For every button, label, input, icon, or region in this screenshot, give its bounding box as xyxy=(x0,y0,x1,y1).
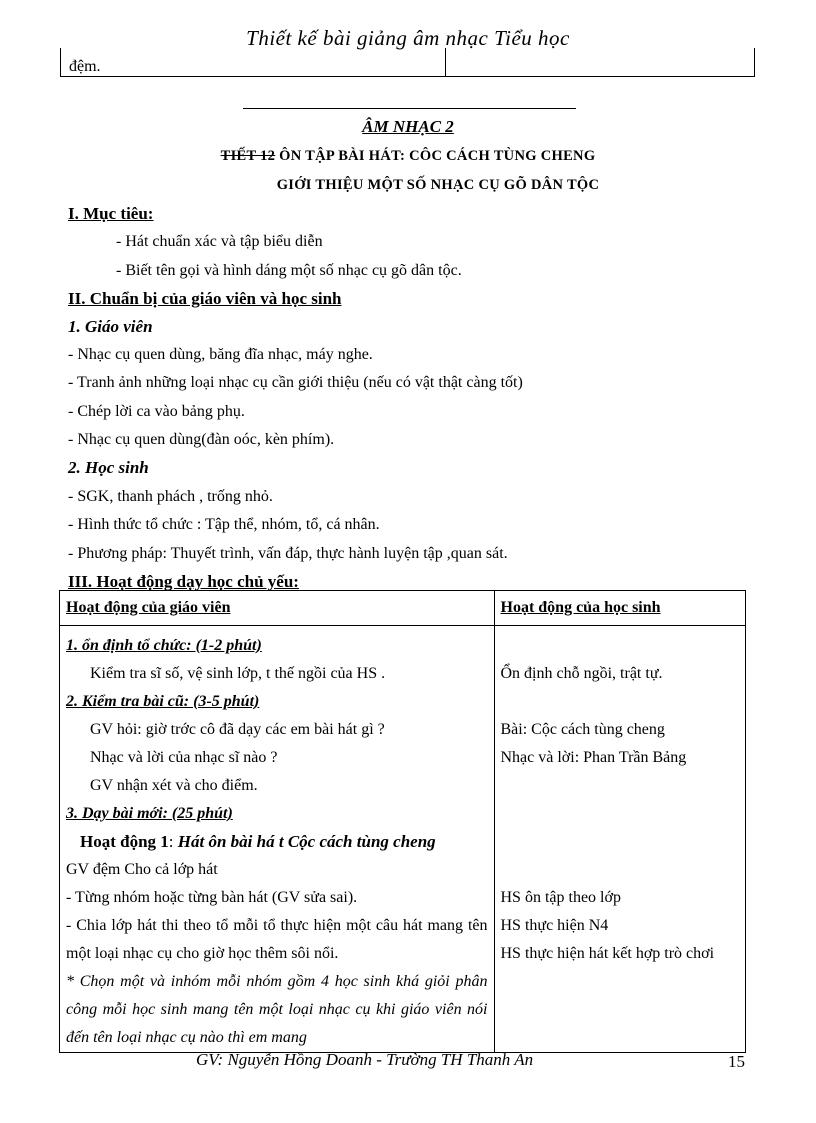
separator-line xyxy=(243,108,576,109)
table-continuation xyxy=(60,48,755,77)
teacher-line: - Từng nhóm hoặc từng bàn hát (GV sửa sai). xyxy=(66,889,358,906)
teacher-line: Kiểm tra sĩ số, vệ sinh lớp, t thế ngồi của HS . xyxy=(90,665,386,682)
teacher-line: GV hỏi: giờ trớc cô đã dạy các em bài hát gì ? xyxy=(90,721,385,738)
step-2-heading: 2. Kiểm tra bài cũ: (3-5 phút) xyxy=(66,693,260,710)
activity-1-title: Hát ôn bài há t Cộc cách tùng cheng xyxy=(177,832,436,851)
student-paragraph: HS thực hiện hát kết hợp trò chơi xyxy=(500,945,715,962)
teacher-item: - Nhạc cụ quen dùng(đàn oóc, kèn phím). xyxy=(68,431,335,448)
teacher-item: - Nhạc cụ quen dùng, băng đĩa nhạc, máy nghe. xyxy=(68,346,373,363)
student-item: - SGK, thanh phách , trống nhỏ. xyxy=(68,488,273,505)
continuation-text: đệm. xyxy=(69,58,101,75)
footer-author: GV: Nguyễn Hồng Doanh - Trường TH Thanh An xyxy=(196,1050,534,1069)
lesson-title-line2: GIỚI THIỆU MỘT SỐ NHẠC CỤ GÕ DÂN TỘC xyxy=(276,177,600,193)
objectives-heading: I. Mục tiêu: xyxy=(68,204,154,223)
page-number: 15 xyxy=(728,1052,745,1071)
step-1-heading: 1. ổn định tổ chức: (1-2 phút) xyxy=(66,637,262,654)
teacher-line: Nhạc và lời của nhạc sĩ nào ? xyxy=(90,749,278,766)
activities-table xyxy=(59,590,746,1053)
column-divider xyxy=(445,48,446,76)
step-3-heading: 3. Dạy bài mới: (25 phút) xyxy=(66,805,233,822)
activities-heading: III. Hoạt động dạy học chủ yếu: xyxy=(68,572,299,591)
lesson-title-text: ÔN TẬP BÀI HÁT: CÔC CÁCH TÙNG CHENG xyxy=(279,148,596,164)
teacher-activities xyxy=(60,626,495,1053)
student-line: Nhạc và lời: Phan Trần Bảng xyxy=(500,749,687,766)
subject-title: ÂM NHẠC 2 xyxy=(362,117,454,136)
teacher-paragraph: * Chọn một và inhóm mỗi nhóm gồm 4 học sinh khá giỏi phân công mỗi học sinh mang tên một loại nhạc cụ khi giáo viên nói đến tên loại nhạc cụ nào thì em mang xyxy=(66,973,488,1046)
student-line: HS thực hiện N4 xyxy=(500,917,609,934)
teacher-line: GV nhận xét và cho điểm. xyxy=(90,777,258,794)
table-row xyxy=(60,626,746,1053)
teacher-heading: 1. Giáo viên xyxy=(68,317,153,336)
teacher-paragraph: - Chia lớp hát thi theo tổ mỗi tổ thực hiện một câu hát mang tên một loại nhạc cụ cho giờ học thêm sôi nổi. xyxy=(66,917,488,962)
student-item: - Phương pháp: Thuyết trình, vấn đáp, thực hành luyện tập ,quan sát. xyxy=(68,545,508,562)
student-line: Bài: Cộc cách tùng cheng xyxy=(500,721,665,738)
objective-item: - Hát chuẩn xác và tập biểu diễn xyxy=(116,233,323,250)
col-header-student: Hoạt động của học sinh xyxy=(494,591,746,626)
table-header-row xyxy=(60,591,746,626)
col-header-teacher: Hoạt động của giáo viên xyxy=(60,591,495,626)
preparation-heading: II. Chuẩn bị của giáo viên và học sinh xyxy=(68,289,342,308)
teacher-item: - Tranh ảnh những loại nhạc cụ cần giới thiệu (nếu có vật thật càng tốt) xyxy=(68,374,523,391)
teacher-line: GV đệm Cho cả lớp hát xyxy=(66,861,218,878)
student-line: HS ôn tập theo lớp xyxy=(500,889,621,906)
student-activities xyxy=(494,626,746,1053)
activity-1-label: Hoạt động 1 xyxy=(80,832,169,851)
student-heading: 2. Học sinh xyxy=(68,458,149,477)
student-line: Ổn định chỗ ngồi, trật tự. xyxy=(500,665,663,682)
lesson-title-line1 xyxy=(0,148,816,165)
period-label: TIẾT 12 xyxy=(220,148,276,164)
activity-1-heading xyxy=(66,828,488,856)
page-header: Thiết kế bài giảng âm nhạc Tiểu học xyxy=(246,26,570,50)
objective-item: - Biết tên gọi và hình dáng một số nhạc cụ gõ dân tộc. xyxy=(116,262,462,279)
activity-1-colon: : xyxy=(168,832,178,851)
student-item: - Hình thức tổ chức : Tập thể, nhóm, tổ, cá nhân. xyxy=(68,516,380,533)
teacher-item: - Chép lời ca vào bảng phụ. xyxy=(68,403,245,420)
